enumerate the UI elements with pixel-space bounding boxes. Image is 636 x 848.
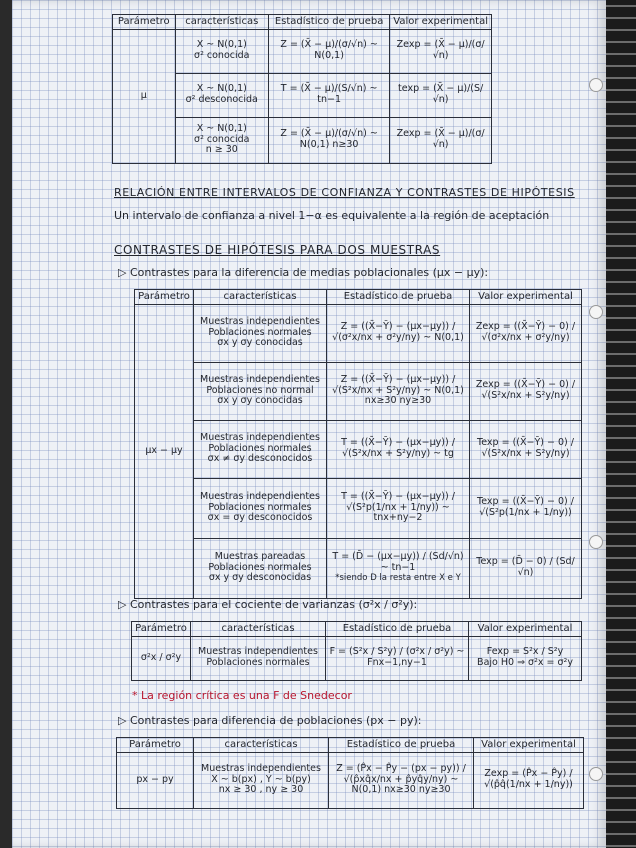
notebook-spiral — [606, 0, 636, 848]
char-cell: Muestras independientes Poblaciones normales σx y σy conocidas — [194, 304, 327, 362]
param-cell: μx − μy — [135, 304, 194, 598]
stat-note: *siendo D la resta entre X e Y — [335, 573, 461, 584]
char-cell: X ~ N(0,1) σ² conocida n ≥ 30 — [175, 117, 268, 163]
col-header: características — [191, 622, 326, 637]
stat-cell: Z = ((X̄−Ȳ) − (μx−μy)) / √(S²x/nx + S²y/ny) ~ N(0,1) nx≥30 ny≥30 — [327, 362, 470, 420]
stat-cell: T = ((X̄−Ȳ) − (μx−μy)) / √(S²p(1/nx + 1/ny)) ~ tnx+ny−2 — [327, 478, 470, 538]
stat-cell: Z = (X̄ − μ)/(σ/√n) ~ N(0,1) — [268, 29, 389, 73]
col-header: características — [194, 738, 329, 753]
col-header: Estadístico de prueba — [268, 15, 389, 30]
table-one-mean — [112, 14, 492, 164]
section-title: CONTRASTES DE HIPÓTESIS PARA DOS MUESTRAS — [114, 243, 441, 257]
exp-cell: Zexp = (P̂x − P̂y) / √(p̂q̂(1/nx + 1/ny)) — [474, 752, 584, 808]
stat-cell: Z = (P̂x − P̂y − (px − py)) / √(p̂xq̂x/nx + p̂yq̂y/ny) ~ N(0,1) nx≥30 ny≥30 — [329, 752, 474, 808]
char-cell: Muestras independientes Poblaciones normales — [191, 636, 326, 680]
col-header: Valor experimental — [469, 622, 582, 637]
stat-cell: T = ((X̄−Ȳ) − (μx−μy)) / √(S²x/nx + S²y/ny) ~ tg — [327, 420, 470, 478]
col-header: Valor experimental — [390, 15, 492, 30]
col-header: Parámetro — [113, 15, 176, 30]
char-cell: Muestras independientes X ~ b(px) , Y ~ b(py) nx ≥ 30 , ny ≥ 30 — [194, 752, 329, 808]
char-cell: Muestras independientes Poblaciones normales σx ≠ σy desconocidos — [194, 420, 327, 478]
col-header: Parámetro — [132, 622, 191, 637]
char-cell: Muestras pareadas Poblaciones normales σx y σy desconocidas — [194, 538, 327, 598]
exp-cell: Texp = ((X̄−Ȳ) − 0) / √(S²x/nx + S²y/ny) — [470, 420, 582, 478]
punch-hole — [589, 535, 603, 549]
param-cell: μ — [113, 29, 176, 163]
bullet-line: ▷ Contrastes para el cociente de varianzas (σ²x / σ²y): — [118, 598, 418, 611]
col-header: Estadístico de prueba — [329, 738, 474, 753]
red-note: * La región crítica es una F de Snedecor — [132, 689, 352, 702]
exp-cell: texp = (X̄ − μ)/(S/√n) — [390, 73, 492, 117]
exp-cell: Texp = ((X̄−Ȳ) − 0) / √(S²p(1/nx + 1/ny)) — [470, 478, 582, 538]
table-diff-means — [134, 289, 582, 599]
char-cell: X ~ N(0,1) σ² desconocida — [175, 73, 268, 117]
punch-hole — [589, 78, 603, 92]
table-diff-proportions — [116, 737, 584, 809]
param-cell: px − py — [117, 752, 194, 808]
exp-cell: Zexp = ((X̄−Ȳ) − 0) / √(σ²x/nx + σ²y/ny) — [470, 304, 582, 362]
exp-cell: Texp = (D̄ − 0) / (Sd/√n) — [470, 538, 582, 598]
exp-cell: Fexp = S²x / S²y Bajo H0 ⇒ σ²x = σ²y — [469, 636, 582, 680]
exp-cell: Zexp = (X̄ − μ)/(σ/√n) — [390, 117, 492, 163]
stat-cell: Z = (X̄ − μ)/(σ/√n) ~ N(0,1) n≥30 — [268, 117, 389, 163]
col-header: Estadístico de prueba — [327, 290, 470, 305]
exp-cell: Zexp = ((X̄−Ȳ) − 0) / √(S²x/nx + S²y/ny) — [470, 362, 582, 420]
char-cell: Muestras independientes Poblaciones normales σx = σy desconocidos — [194, 478, 327, 538]
punch-hole — [589, 305, 603, 319]
table-variance-ratio — [131, 621, 582, 681]
section-text: Un intervalo de confianza a nivel 1−α es equivalente a la región de aceptación — [114, 209, 550, 222]
col-header: Valor experimental — [474, 738, 584, 753]
col-header: características — [194, 290, 327, 305]
punch-hole — [589, 767, 603, 781]
exp-cell: Zexp = (X̄ − μ)/(σ/√n) — [390, 29, 492, 73]
col-header: características — [175, 15, 268, 30]
char-cell: X ~ N(0,1) σ² conocida — [175, 29, 268, 73]
stat-cell: F = (S²x / S²y) / (σ²x / σ²y) ~ Fnx−1,ny−1 — [326, 636, 469, 680]
stat-cell: T = (D̄ − (μx−μy)) / (Sd/√n) ~ tn−1 *siendo D la resta entre X e Y — [327, 538, 470, 598]
section-title: RELACIÓN ENTRE INTERVALOS DE CONFIANZA Y CONTRASTES DE HIPÓTESIS — [114, 186, 575, 199]
param-cell: σ²x / σ²y — [132, 636, 191, 680]
bullet-line: ▷ Contrastes para diferencia de poblaciones (px − py): — [118, 714, 422, 727]
bullet-line: ▷ Contrastes para la diferencia de medias poblacionales (μx − μy): — [118, 266, 489, 279]
char-cell: Muestras independientes Poblaciones no normal σx y σy conocidas — [194, 362, 327, 420]
stat-cell: T = (X̄ − μ)/(S/√n) ~ tn−1 — [268, 73, 389, 117]
col-header: Estadístico de prueba — [326, 622, 469, 637]
col-header: Valor experimental — [470, 290, 582, 305]
col-header: Parámetro — [135, 290, 194, 305]
stat-cell: Z = ((X̄−Ȳ) − (μx−μy)) / √(σ²x/nx + σ²y/ny) ~ N(0,1) — [327, 304, 470, 362]
col-header: Parámetro — [117, 738, 194, 753]
